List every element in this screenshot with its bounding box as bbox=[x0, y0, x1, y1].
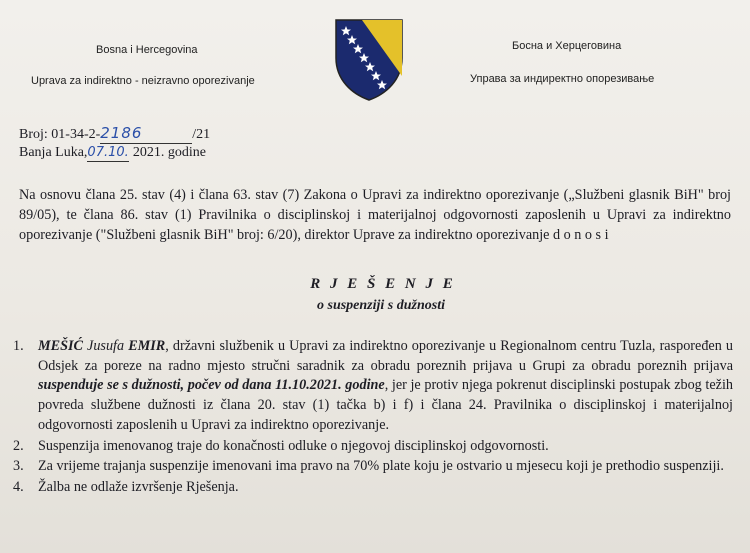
decision-item-1 bbox=[13, 337, 733, 436]
reference-number-label: Broj: 01-34-2- bbox=[19, 127, 101, 142]
item-1-suspension-text: suspenduje se s dužnosti, počev od dana 11.10.2021. godine bbox=[38, 377, 385, 394]
decision-item-4 bbox=[13, 478, 733, 498]
decision-subtitle: o suspenziji s dužnosti bbox=[317, 298, 445, 313]
reference-number-suffix: /21 bbox=[192, 127, 211, 142]
decision-title: R J E Š E N J E bbox=[310, 276, 456, 292]
employee-father-name: Jusufa bbox=[82, 338, 129, 354]
reference-number-handwritten: 2186 bbox=[100, 124, 143, 142]
place-label: Banja Luka, bbox=[19, 145, 88, 160]
date-suffix: 2021. godine bbox=[129, 145, 207, 160]
legal-basis-paragraph: Na osnovu člana 25. stav (4) i člana 63. stav (7) Zakona o Upravi za indirektno oporezivanje („Službeni glasnik BiH" broj 89/05), te člana 86. stav (1) Pravilnika o disciplinskoj i materijalnoj odgovornosti zaposlenih u Upravi za indirektno oporezivanje ("Službeni glasnik BiH" broj: 6/20), direktor Uprave za indirektno oporezivanje d o n o s i bbox=[19, 187, 731, 243]
item-number: 4. bbox=[13, 478, 24, 495]
item-2-text: Suspenzija imenovanog traje do konačnosti odluke o njegovoj disciplinskoj odgovornosti. bbox=[38, 437, 549, 454]
item-3-text: Za vrijeme trajanja suspenzije imenovani ima pravo na 70% plate koju je ostvario u mjesecu koji je prethodio suspenziji. bbox=[38, 458, 724, 475]
employee-first-name: EMIR bbox=[128, 338, 166, 354]
reference-number-line bbox=[19, 124, 210, 144]
employee-surname: MEŠIĆ bbox=[38, 338, 83, 354]
decision-item-2 bbox=[13, 437, 733, 457]
item-1-text-a: , državni službenik u Upravi za indirektno oporezivanje u Regionalnom centru Tuzla, raspoređen u Odsjek za poreze na radno mjesto stručni saradnik za obradu poreznih prijava u Grupi za obradu poreznih prijava bbox=[38, 338, 733, 374]
decision-items bbox=[13, 337, 733, 498]
decision-item-3 bbox=[13, 457, 733, 477]
coat-of-arms-bih-icon bbox=[334, 18, 404, 102]
item-number: 1. bbox=[13, 338, 24, 354]
item-1-text-b: , jer je protiv njega pokrenut disciplinski postupak zbog težih povreda službene dužnosti iz člana 20. stav (1) tačka b) i f) i člana 24. Pravilnika o disciplinskoj i materijalnoj odgovornosti zaposlenih u Upravi za indirektno oporezivanje. bbox=[38, 377, 733, 433]
item-4-text: Žalba ne odlaže izvršenje Rješenja. bbox=[38, 478, 239, 495]
item-number: 2. bbox=[13, 437, 24, 454]
header-authority-cyrillic: Управа за индиректно опорезивање bbox=[470, 73, 655, 85]
item-number: 3. bbox=[13, 458, 24, 475]
header-authority-latin: Uprava za indirektno - neizravno oporezivanje bbox=[31, 75, 255, 87]
header-country-latin: Bosna i Hercegovina bbox=[96, 44, 198, 56]
date-handwritten: 07.10. bbox=[87, 145, 129, 160]
place-date-line bbox=[19, 145, 206, 162]
header-country-cyrillic: Босна и Херцеговина bbox=[512, 40, 622, 52]
